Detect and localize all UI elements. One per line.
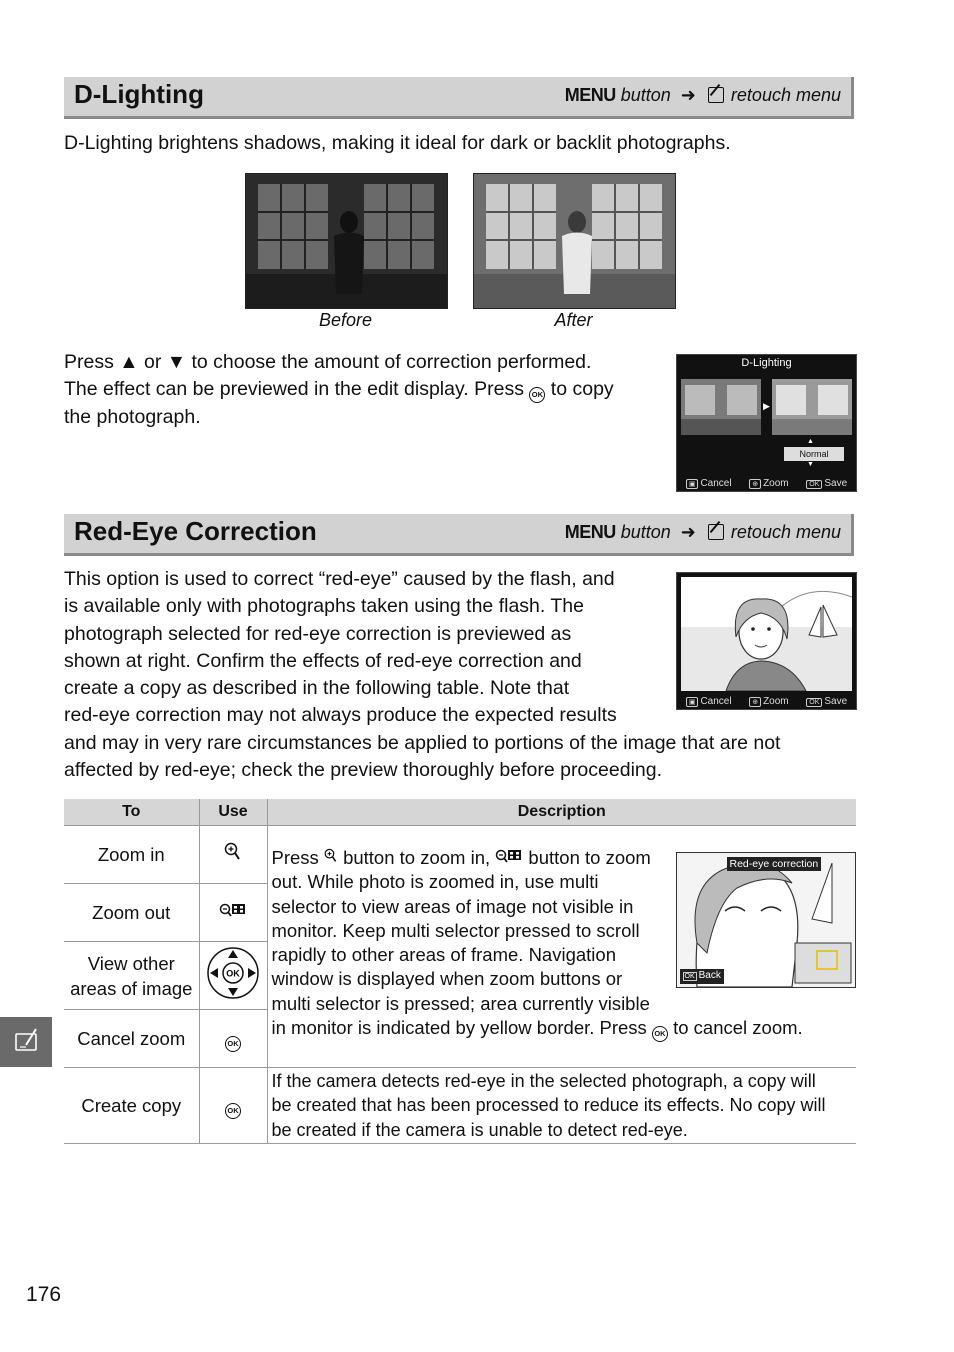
menu-button-label: MENU [564,85,616,105]
softkey-save: OK Save [806,696,847,707]
button-word: button [620,85,671,105]
menu-path [565,522,841,543]
menu-button-label: MENU [564,522,616,542]
after-photo [473,173,676,309]
softkey-zoom: ⊕ Zoom [749,478,788,489]
screen-preview-before [681,379,761,435]
col-header-use: Use [199,799,267,826]
zoom-in-icon [199,826,267,884]
table-header-row [64,799,856,826]
desc-line: multi selector is pressed; area currently visible [271,992,650,1014]
retouch-menu-label: retouch menu [730,85,841,105]
zoom-out-icon [199,884,267,942]
up-arrow-icon: ▲ [807,438,814,445]
desc-line: If the camera detects red-eye in the selected photograph, a copy will [271,1071,816,1092]
retouch-menu-label: retouch menu [730,522,841,542]
desc-line: be created if the camera is unable to detect red-eye. [271,1119,688,1140]
before-caption: Before [318,310,373,330]
copy-description [267,1068,856,1144]
desc-line: be created that has been processed to reduce its effects. No copy will [271,1095,826,1116]
before-photo [245,173,448,309]
dlighting-intro: D-Lighting brightens shadows, making it ideal for dark or backlit photographs. [64,132,731,154]
zoom-screen-back: OK Back [680,969,724,984]
retouch-section-tab [0,1017,52,1067]
section-title: Red-Eye Correction [74,516,317,546]
instruction-line: the photograph. [64,405,201,428]
arrow: ➜ [680,85,696,105]
retouch-icon [0,1017,52,1067]
redeye-camera-screen [676,572,857,710]
controls-table [64,799,856,1144]
zoom-camera-screen [676,852,856,988]
row-label: View other areas of image [64,942,199,1010]
retouch-icon [708,524,724,540]
paragraph-line: affected by red-eye; check the preview thoroughly before proceeding. [64,759,663,782]
instruction-text: to copy [545,378,614,401]
desc-line: rapidly to other areas of frame. Navigation [271,944,616,966]
paragraph-line: red-eye correction may not always produce the expected results [64,704,617,727]
softkey-cancel: ▣ Cancel [686,696,732,707]
screen-title: D-Lighting [741,357,792,369]
table-row [64,826,856,884]
zoom-screen-title: Red-eye correction [727,857,822,871]
ok-button-icon: OK [652,1026,668,1042]
screen-softkeys [677,696,856,707]
dlighting-camera-screen [676,354,857,492]
redeye-header [64,514,854,556]
row-label: Zoom in [64,826,199,884]
row-label: Zoom out [64,884,199,942]
paragraph-line: is available only with photographs taken using the flash. The [64,595,584,618]
zoom-in-icon [324,848,338,864]
screen-preview-after [772,379,852,435]
paragraph-line: and may in very rare circumstances be applied to portions of the image that are not [64,731,781,754]
ok-button-icon: OK [199,1010,267,1068]
dlighting-header [64,77,854,119]
col-header-description: Description [267,799,856,826]
ok-button-icon: OK [529,387,545,403]
after-caption: After [554,310,593,330]
button-word: button [620,522,671,542]
instruction-line: Press ▲ or ▼ to choose the amount of correction performed. [64,351,592,373]
paragraph-line: This option is used to correct “red-eye” caused by the flash, and [64,568,615,590]
arrow: ➜ [680,522,696,542]
table-row [64,1068,856,1144]
section-title: D-Lighting [74,79,204,109]
softkey-zoom: ⊕ Zoom [749,696,788,707]
softkey-save: OK Save [806,478,847,489]
retouch-icon [708,87,724,103]
multi-selector-icon [199,942,267,1010]
paragraph-line: photograph selected for red-eye correction is previewed as [64,622,572,645]
screen-softkeys [677,478,856,489]
col-header-to: To [64,799,199,826]
down-arrow-icon: ▼ [807,461,814,468]
paragraph-line: create a copy as described in the following table. Note that [64,677,570,700]
desc-line: monitor. Keep multi selector pressed to scroll [271,919,640,941]
zoom-out-icon [495,848,523,864]
desc-line: window is displayed when zoom buttons or [271,968,623,990]
portrait-illustration [681,577,852,691]
dlighting-instructions [64,349,674,431]
page-number: 176 [26,1283,62,1306]
level-value: Normal [784,447,844,461]
svg-text:OK: OK [226,968,240,978]
ok-button-icon: OK [199,1068,267,1144]
row-label: Cancel zoom [64,1010,199,1068]
desc-line: out. While photo is zoomed in, use multi [271,871,599,893]
row-label: Create copy [64,1068,199,1144]
instruction-text: The effect can be previewed in the edit display. Press [64,378,530,401]
screen-arrow-icon: ▶ [763,401,770,411]
menu-path [565,85,841,106]
softkey-cancel: ▣ Cancel [686,478,732,489]
zoom-description [267,826,856,1068]
paragraph-line: shown at right. Confirm the effects of red-eye correction and [64,649,582,672]
instruction-line [64,376,674,403]
desc-line: Press button to zoom in, button to zoom [271,847,651,868]
desc-line: in monitor is indicated by yellow border. Press OK to cancel zoom. [272,1016,857,1042]
desc-line: selector to view areas of image not visible in [271,895,634,917]
